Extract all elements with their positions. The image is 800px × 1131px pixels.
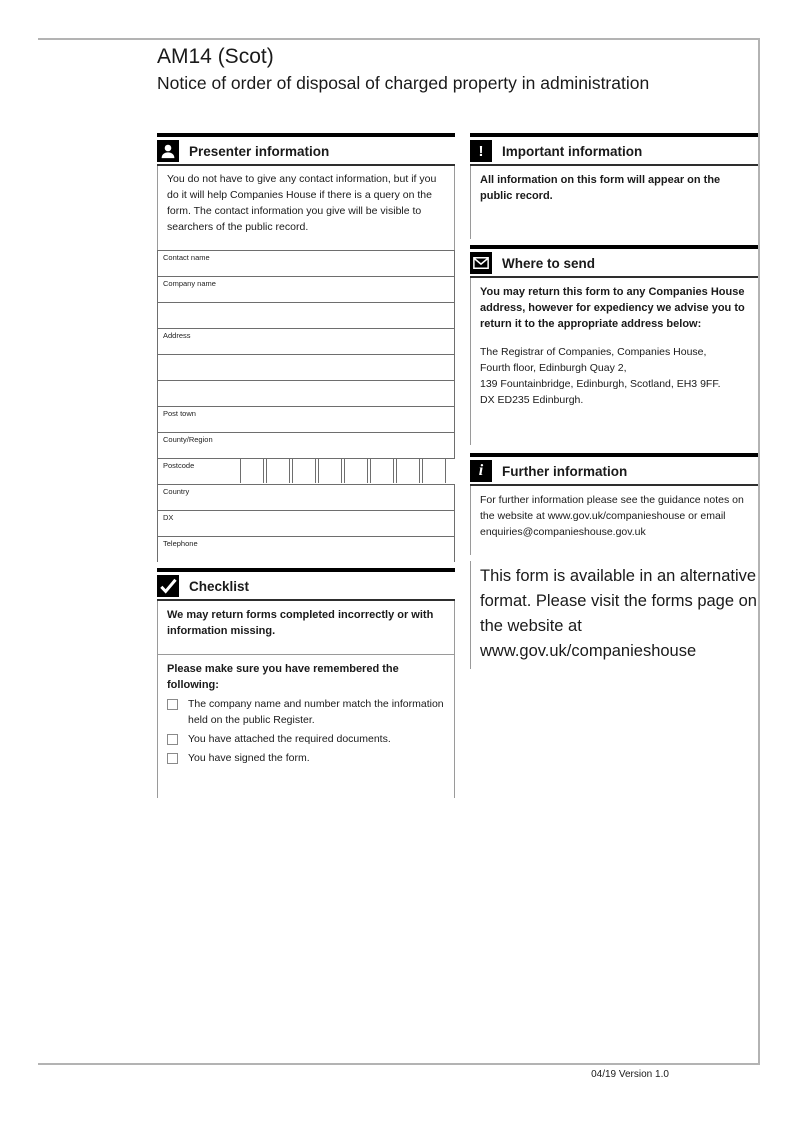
address-field-line2[interactable] xyxy=(157,354,455,380)
exclamation-icon: ! xyxy=(470,140,492,162)
field-label: DX xyxy=(163,513,174,522)
checklist-section-header xyxy=(157,572,455,601)
postcode-box[interactable] xyxy=(240,458,264,483)
further-information-header xyxy=(470,457,758,486)
checklist-intro: Please make sure you have remembered the following: xyxy=(167,663,399,691)
postcode-box[interactable] xyxy=(396,458,420,483)
field-label: Contact name xyxy=(163,253,210,262)
checklist-body xyxy=(157,655,455,798)
county-region-field[interactable] xyxy=(157,432,455,458)
further-information-section xyxy=(470,453,758,555)
field-label: Address xyxy=(163,331,191,340)
address-line: DX ED235 Edinburgh. xyxy=(480,394,584,406)
company-name-field[interactable] xyxy=(157,276,455,302)
check-icon xyxy=(157,575,179,597)
address-field[interactable] xyxy=(157,328,455,354)
where-to-send-advice: You may return this form to any Companies House address, however for expediency we advise you to return it to the appropriate address below: xyxy=(480,286,745,330)
presenter-section-header xyxy=(157,137,455,166)
envelope-icon xyxy=(470,252,492,274)
important-section-header xyxy=(470,137,758,166)
address-line: 139 Fountainbridge, Edinburgh, Scotland, EH3 9FF. xyxy=(480,378,721,390)
page-title: Notice of order of disposal of charged property in administration xyxy=(157,73,650,93)
dx-field[interactable] xyxy=(157,510,455,536)
address-field-line3[interactable] xyxy=(157,380,455,406)
postcode-box[interactable] xyxy=(318,458,342,483)
postcode-box[interactable] xyxy=(266,458,290,483)
section-title: Important information xyxy=(502,143,643,159)
frame-bottom-line xyxy=(38,1063,760,1065)
checkbox[interactable] xyxy=(167,734,178,745)
presenter-section xyxy=(157,133,455,250)
telephone-field[interactable] xyxy=(157,536,455,562)
postcode-box[interactable] xyxy=(292,458,316,483)
section-title: Checklist xyxy=(189,578,250,594)
checklist-item-label: The company name and number match the information held on the public Register. xyxy=(188,698,444,726)
section-title: Presenter information xyxy=(189,143,330,159)
important-body: All information on this form will appear on the public record. xyxy=(470,166,758,239)
info-icon: i xyxy=(470,460,492,482)
field-label: Telephone xyxy=(163,539,198,548)
post-town-field[interactable] xyxy=(157,406,455,432)
where-to-send-body xyxy=(470,278,758,445)
where-to-send-header xyxy=(470,249,758,278)
field-label: Post town xyxy=(163,409,196,418)
return-address xyxy=(480,344,749,408)
important-information-section xyxy=(470,133,758,239)
person-icon xyxy=(157,140,179,162)
checklist-item xyxy=(167,731,445,747)
country-field[interactable] xyxy=(157,484,455,510)
checklist-section xyxy=(157,568,455,798)
further-information-body: For further information please see the guidance notes on the website at www.gov.uk/companieshouse or email enquiries@companieshouse.gov.uk xyxy=(470,486,758,555)
field-label: Country xyxy=(163,487,190,496)
section-title: Where to send xyxy=(502,255,596,271)
form-code: AM14 (Scot) xyxy=(157,45,274,68)
right-column xyxy=(470,133,758,660)
form-header xyxy=(157,44,777,95)
address-line: Fourth floor, Edinburgh Quay 2, xyxy=(480,362,627,374)
section-title: Further information xyxy=(502,463,628,479)
company-name-field-line2[interactable] xyxy=(157,302,455,328)
frame-right-line xyxy=(758,38,760,1065)
postcode-box[interactable] xyxy=(422,458,446,483)
where-to-send-section xyxy=(470,245,758,445)
alternative-format-notice: This form is available in an alternative format. Please visit the forms page on the website at www.gov.uk/companieshouse xyxy=(470,561,767,669)
checklist-item-label: You have attached the required documents. xyxy=(188,733,391,745)
presenter-fields xyxy=(157,250,455,562)
contact-name-field[interactable] xyxy=(157,250,455,276)
field-label: Company name xyxy=(163,279,216,288)
field-label: County/Region xyxy=(163,435,213,444)
postcode-box[interactable] xyxy=(344,458,368,483)
presenter-intro: You do not have to give any contact information, but if you do it will help Companies House if there is a query on the form. The contact information you give will be visible to searchers of the public record. xyxy=(157,166,455,250)
version-footer: 04/19 Version 1.0 xyxy=(591,1069,669,1080)
checkbox[interactable] xyxy=(167,699,178,710)
checklist-item xyxy=(167,750,445,766)
checklist-warning: We may return forms completed incorrectly or with information missing. xyxy=(157,601,455,655)
field-label: Postcode xyxy=(163,461,195,470)
address-line: The Registrar of Companies, Companies House, xyxy=(480,346,707,358)
checkbox[interactable] xyxy=(167,753,178,764)
checklist-item-label: You have signed the form. xyxy=(188,752,310,764)
checklist-item xyxy=(167,696,445,728)
postcode-field[interactable] xyxy=(157,458,455,484)
left-column xyxy=(157,133,455,764)
postcode-box[interactable] xyxy=(370,458,394,483)
frame-top-line xyxy=(38,38,760,40)
